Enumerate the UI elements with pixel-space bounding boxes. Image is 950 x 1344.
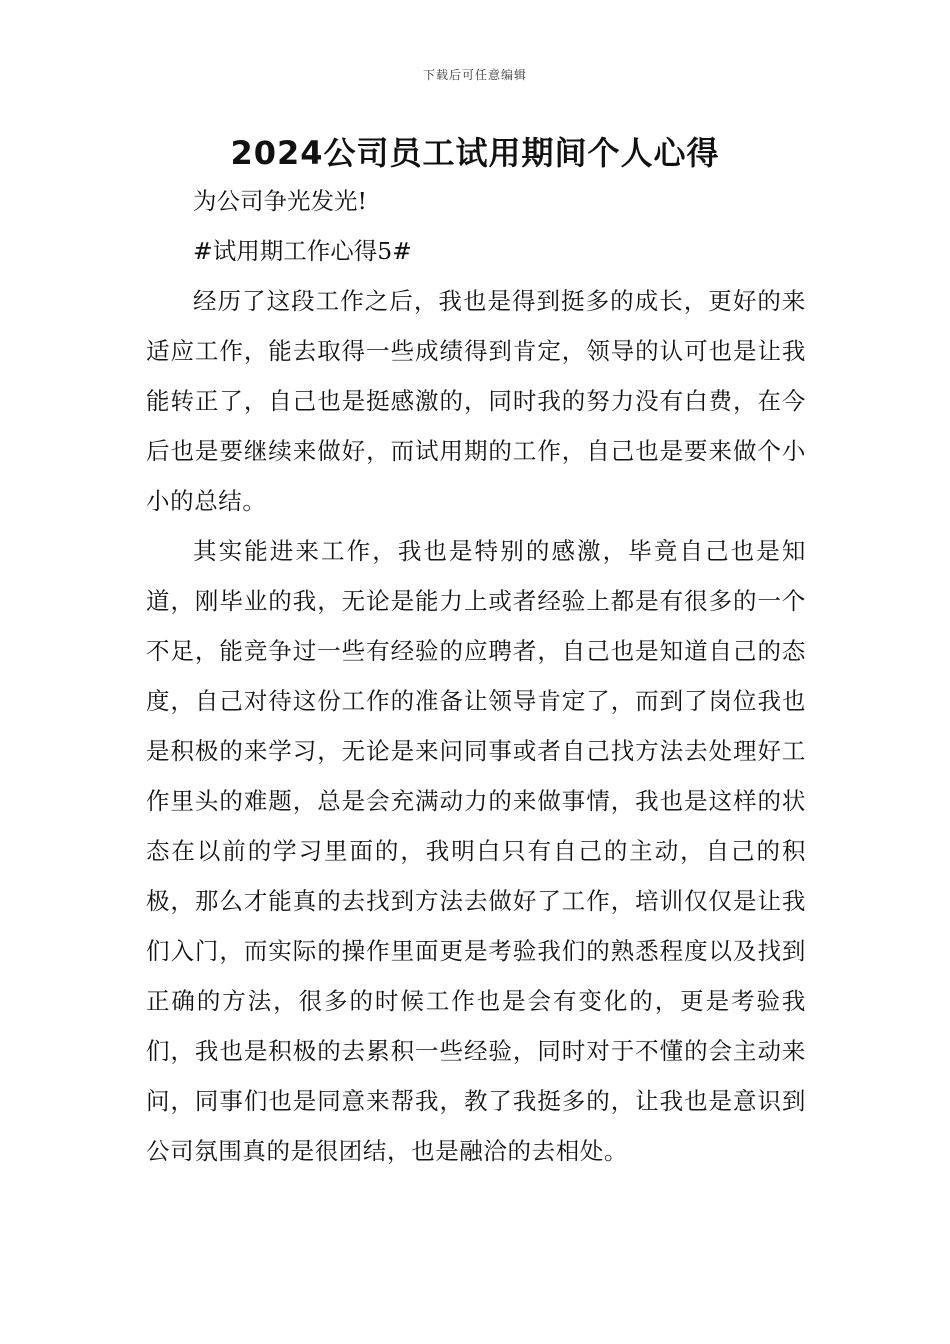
paragraph xyxy=(146,526,806,1176)
paragraph xyxy=(146,276,806,526)
document-body xyxy=(146,176,806,1176)
paragraph-text: 经历了这段工作之后，我也是得到挺多的成长，更好的来适应工作，能去取得一些成绩得到肯定，领导的认可也是让我能转正了，自己也是挺感激的，同时我的努力没有白费，在今后也是要继续来做好，而试用期的工作，自己也是要来做个小小的总结。 xyxy=(146,287,806,515)
paragraph-text: 其实能进来工作，我也是特别的感激，毕竟自己也是知道，刚毕业的我，无论是能力上或者经验上都是有很多的一个不足，能竞争过一些有经验的应聘者，自己也是知道自己的态度，自己对待这份工作的准备让领导肯定了，而到了岗位我也是积极的来学习，无论是来问同事或者自己找方法去处理好工作里头的难题，总是会充满动力的来做事情，我也是这样的状态在以前的学习里面的，我明白只有自己的主动，自己的积极，那么才能真的去找到方法去做好了工作，培训仅仅是让我们入门，而实际的操作里面更是考验我们的熟悉程度以及找到正确的方法，很多的时候工作也是会有变化的，更是考验我们，我也是积极的去累积一些经验，同时对于不懂的会主动来问，同事们也是同意来帮我，教了我挺多的，让我也是意识到公司氛围真的是很团结，也是融洽的去相处。 xyxy=(146,537,806,1165)
text-line: 为公司争光发光! xyxy=(193,187,367,215)
document-title: 2024公司员工试用期间个人心得 xyxy=(230,134,720,172)
header-note: 下载后可任意编辑 xyxy=(422,68,527,82)
text-line: #试用期工作心得5# xyxy=(193,237,412,265)
